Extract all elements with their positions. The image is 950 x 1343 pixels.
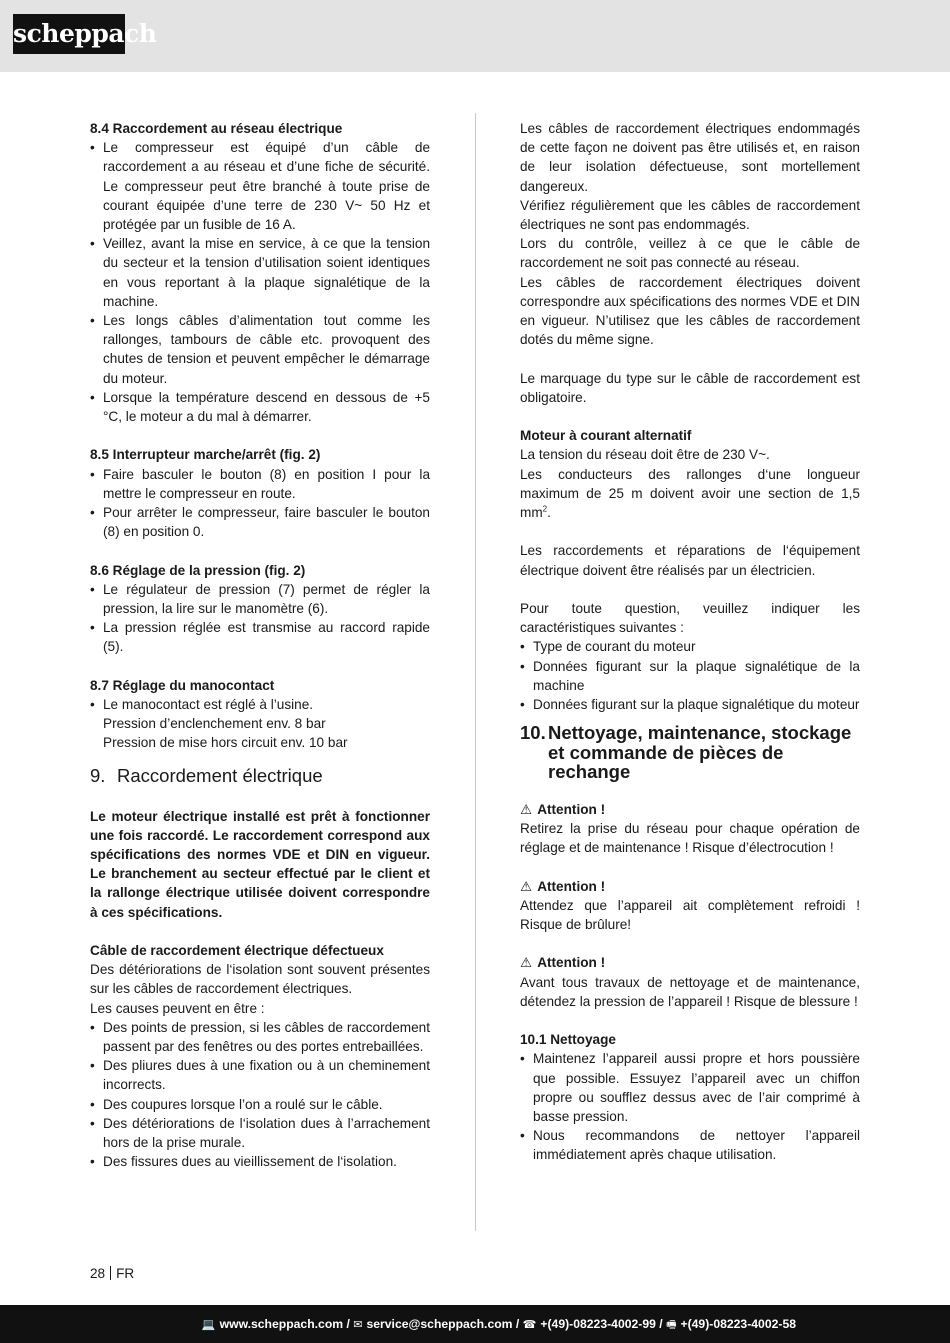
right-column — [520, 119, 860, 1165]
page-language: FR — [116, 1266, 135, 1281]
cleaning-list — [520, 1049, 860, 1164]
scheppach-logo: scheppach — [13, 14, 125, 54]
paragraph: La tension du réseau doit être de 230 V~. — [520, 447, 770, 463]
defective-cable-causes: Les causes peuvent en être : — [90, 1000, 265, 1016]
section-10-1-title: 10.1 Nettoyage — [520, 1032, 616, 1048]
switch-off-pressure: Pression de mise hors circuit env. 10 bar — [103, 735, 348, 751]
ac-motor-title: Moteur à courant alternatif — [520, 428, 692, 444]
list-item: • Des détériorations de l‘isolation dues à l’arrachement hors de la prise murale. — [90, 1114, 430, 1152]
warning-heading: ⚠ Attention ! — [520, 877, 860, 896]
page-number — [90, 1266, 134, 1282]
section-10-number: 10. — [520, 722, 546, 744]
list-item: • La pression réglée est transmise au raccord rapide (5). — [90, 618, 430, 656]
paragraph: Les câbles de raccordement électriques endommagés de cette façon ne doivent pas être utilisés et, en raison de leur isolation défectueuse, sont mortellement dangereux. — [520, 121, 860, 194]
paragraph: Les raccordements et réparations de l‘équipement électrique doivent être réalisés par un électricien. — [520, 543, 860, 578]
defective-cable-list — [90, 1018, 430, 1172]
section-8-4-title: 8.4 Raccordement au réseau électrique — [90, 121, 343, 136]
footer-contacts — [202, 1316, 796, 1333]
mail-icon: ✉ — [353, 1319, 363, 1331]
info-list — [520, 637, 860, 714]
list-item: • Type de courant du moteur — [520, 637, 860, 656]
column-divider — [475, 113, 476, 1231]
footer-bar — [0, 1305, 950, 1343]
paragraph: Pour toute question, veuillez indiquer les caractéristiques suivantes : — [520, 601, 860, 636]
warning-text: Attendez que l’appareil ait complètement refroidi ! Risque de brûlure! — [520, 897, 860, 932]
phone-icon: ☎ — [522, 1319, 537, 1331]
computer-icon: 💻 — [201, 1319, 216, 1331]
section-10-heading — [520, 723, 860, 782]
list-item: • Des points de pression, si les câbles de raccordement passent par des fenêtres ou des portes entrebaillées. — [90, 1018, 430, 1056]
section-8-5-title: 8.5 Interrupteur marche/arrêt (fig. 2) — [90, 447, 321, 463]
list-item: • Le manocontact est réglé à l’usine. — [90, 695, 430, 714]
footer-email[interactable]: service@scheppach.com / — [366, 1317, 520, 1331]
switch-on-pressure: Pression d’enclenchement env. 8 bar — [103, 716, 326, 732]
defective-cable-title: Câble de raccordement électrique défectueux — [90, 943, 384, 959]
section-9-title: Raccordement électrique — [117, 764, 323, 786]
list-item: • Lorsque la température descend en dessous de +5 °C, le moteur a du mal à démarrer. — [90, 388, 430, 426]
extension-cable-text: Les conducteurs des rallonges d‘une longueur maximum de 25 m doivent avoir une section de 1,5 $mm^2$. — [520, 466, 860, 521]
list-item: • Pour arrêter le compresseur, faire basculer le bouton (8) en position 0. — [90, 503, 430, 541]
section-8-6-title: 8.6 Réglage de la pression (fig. 2) — [90, 562, 306, 578]
footer-website[interactable]: www.scheppach.com / — [219, 1317, 350, 1331]
section-9-intro: Le moteur électrique installé est prêt à fonctionner une fois raccordé. Le raccordement correspond aux spécifications des normes VDE et DIN en vigueur. Le branchement au secteur effectué par le client et la rallonge électrique utilisée doivent correspondre à ces spécifications. — [90, 808, 430, 920]
list-item: • Les longs câbles d’alimentation tout comme les rallonges, tambours de câble etc. provoquent des chutes de tension et peuvent empêcher le démarrage du moteur. — [90, 311, 430, 388]
section-9-heading — [90, 765, 430, 787]
list-item: • Des coupures lorsque l’on a roulé sur le câble. — [90, 1095, 430, 1114]
list-item: • Données figurant sur la plaque signalétique de la machine — [520, 657, 860, 695]
list-item: • Des pliures dues à une fixation ou à un cheminement incorrects. — [90, 1056, 430, 1094]
warning-text: Retirez la prise du réseau pour chaque opération de réglage et de maintenance ! Risque d’électrocution ! — [520, 820, 860, 856]
list-item: • Données figurant sur la plaque signalétique du moteur — [520, 695, 860, 714]
fax-icon: 🖷 — [666, 1319, 677, 1331]
header-bar — [0, 0, 950, 72]
section-8-4-list — [90, 138, 430, 426]
warning-heading: ⚠ Attention ! — [520, 800, 860, 819]
list-item: • Des fissures dues au vieillissement de l‘isolation. — [90, 1152, 430, 1171]
paragraph: Vérifiez régulièrement que les câbles de raccordement électriques ne sont pas endommagés. — [520, 197, 860, 233]
list-item: • Nous recommandons de nettoyer l’appareil immédiatement après chaque utilisation. — [520, 1126, 860, 1164]
page-separator — [110, 1266, 111, 1280]
defective-cable-text: Des détériorations de l‘isolation sont souvent présentes sur les câbles de raccordement électriques. — [90, 962, 430, 997]
warning-text: Avant tous travaux de nettoyage et de maintenance, détendez la pression de l’appareil ! Risque de blessure ! — [520, 974, 860, 1009]
list-item: • Faire basculer le bouton (8) en position I pour la mettre le compresseur en route. — [90, 465, 430, 503]
paragraph: Le marquage du type sur le câble de raccordement est obligatoire. — [520, 370, 860, 405]
list-item: • Le compresseur est équipé d’un câble de raccordement a au réseau et d’une fiche de sécurité. Le compresseur peut être branché à toute prise de courant équipée d’une terre de 230 V~ 50 Hz et protégée par un fusible de 16 A. — [90, 138, 430, 234]
section-10-title: Nettoyage, maintenance, stockage et commande de pièces de rechange — [548, 722, 852, 783]
page-number-value: 28 — [90, 1266, 106, 1281]
left-column — [90, 119, 430, 1172]
section-8-6-list — [90, 580, 430, 657]
section-8-7-title: 8.7 Réglage du manocontact — [90, 677, 275, 693]
list-item: • Veillez, avant la mise en service, à ce que la tension du secteur et la tension d’utilisation soient identiques en vous reportant à la plaque signalétique de la machine. — [90, 234, 430, 311]
section-9-number: 9. — [90, 764, 106, 786]
list-item: • Le régulateur de pression (7) permet de régler la pression, la lire sur le manomètre (6). — [90, 580, 430, 618]
footer-fax: +(49)-08223-4002-58 — [680, 1317, 796, 1331]
warning-icon: ⚠ — [520, 955, 533, 971]
list-item: • Maintenez l’appareil aussi propre et hors poussière que possible. Essuyez l’appareil avec un chiffon propre ou soufflez dessus avec de l’air comprimé à basse pression. — [520, 1049, 860, 1126]
paragraph: Les câbles de raccordement électriques doivent correspondre aux spécifications des normes VDE et DIN en vigueur. N’utilisez que les câbles de raccordement dotés du même signe. — [520, 274, 860, 348]
warning-icon: ⚠ — [520, 878, 533, 894]
warning-icon: ⚠ — [520, 801, 533, 817]
footer-phone: +(49)-08223-4002-99 / — [540, 1317, 663, 1331]
warning-heading: ⚠ Attention ! — [520, 953, 860, 972]
section-8-7-list — [90, 695, 430, 714]
section-8-5-list — [90, 465, 430, 542]
paragraph: Lors du contrôle, veillez à ce que le câble de raccordement ne soit pas connecté au réseau. — [520, 236, 860, 271]
